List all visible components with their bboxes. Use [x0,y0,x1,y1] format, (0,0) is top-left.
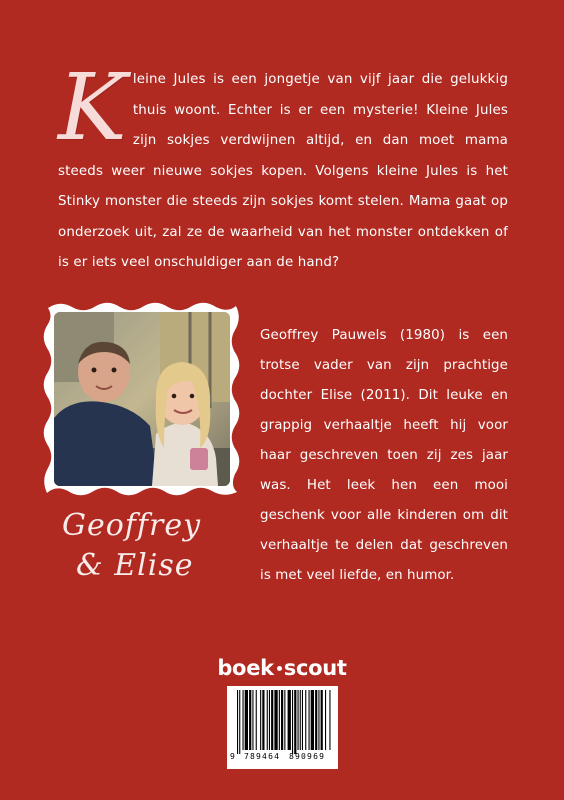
barcode-bar [305,690,306,750]
barcode-bar [245,690,248,750]
barcode-bar [311,690,314,750]
publisher-name-part2: scout [283,656,347,680]
author-photo-illustration [40,298,244,500]
publisher-name-part1: boek [217,656,274,680]
publisher-dot-icon [277,666,282,671]
barcode-bar [262,690,264,750]
barcode-bar [321,690,323,750]
barcode-digit-group-1: 789464 [244,752,281,761]
barcode-bar [329,690,330,750]
drop-cap: K [58,54,127,162]
barcode-bar [269,690,270,750]
barcode-bar [309,690,310,750]
signature-line-2: & Elise [76,548,194,583]
barcode-bar [298,690,299,750]
barcode-bar [294,690,296,754]
blurb-paragraph [58,54,508,279]
barcode-bar [300,690,301,750]
author-bio: Geoffrey Pauwels (1980) is een trotse vader van zijn prachtige dochter Elise (2011). Dit leuke en grappig verhaaltje heeft hij voor haar geschreven toen zij zes jaar was. Het leek hen een mooi geschenk voor alle kinderen om dit verhaaltje te delen dat geschreven is met veel liefde, en humor. [260,328,508,584]
barcode-bar [325,690,326,750]
barcode-bar [243,690,244,750]
barcode-bar [237,690,238,754]
barcode-bar [239,690,240,754]
barcode-bar [249,690,251,750]
barcode-digits [227,752,338,766]
barcode-digit-group-2: 890969 [289,752,326,761]
barcode-bar [281,690,283,750]
barcode-bar [292,690,293,754]
barcode-bar [279,690,280,750]
barcode-bar [274,690,277,750]
isbn-barcode [227,686,338,769]
barcode-bar [271,690,273,750]
author-photo [40,298,244,500]
publisher-logo [0,656,564,680]
barcode-bar [267,690,268,750]
signature-line-1: Geoffrey [62,508,202,543]
barcode-bar [284,690,285,750]
barcode-bar [260,690,261,750]
barcode-bar [256,690,257,750]
barcode-bar [302,690,303,750]
barcode-bar [252,690,253,750]
barcode-bar [315,690,317,750]
author-signature [62,506,242,586]
barcode-bar [318,690,319,750]
barcode-digit-first: 9 [230,752,235,761]
barcode-bar [288,690,291,750]
blurb-text: leine Jules is een jongetje van vijf jaar die gelukkig thuis woont. Echter is er een mysterie! Kleine Jules zijn sokjes verdwijnen altijd, en dan moet mama steeds weer nieuwe sokjes kopen. Volgens kleine Jules is het Stinky monster die steeds zijn sokjes komt stelen. Mama gaat op onderzoek uit, zal ze de waarheid van het monster ontdekken of is er iets veel onschuldiger aan de hand? [58,72,508,271]
